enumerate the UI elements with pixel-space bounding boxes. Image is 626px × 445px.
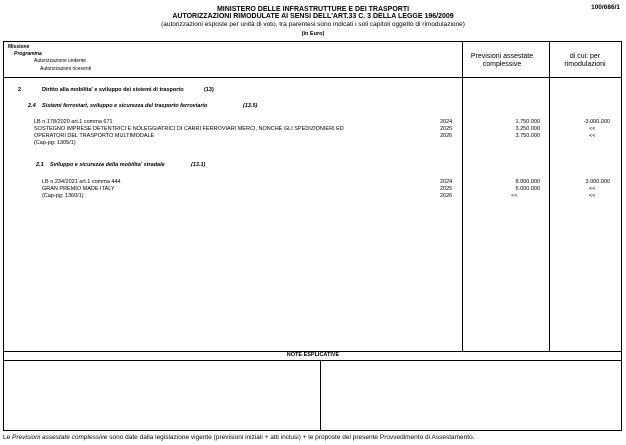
footer-prefix: Le — [3, 434, 13, 441]
header-previsioni: Previsioni assestate complessive — [470, 53, 534, 68]
program-code: (13.1) — [191, 162, 206, 168]
authorization-chapter: (Cap-pg: 1305/1) — [34, 140, 76, 146]
program-number: 2.1 — [36, 162, 44, 168]
year: 2026 — [440, 133, 453, 139]
program-title: Sviluppo e sicurezza della mobilita' stradale — [50, 162, 165, 168]
header-missione: Missione — [8, 44, 30, 50]
year: 2025 — [440, 126, 453, 132]
previsioni-value: 3.750.000 — [515, 133, 540, 139]
previsioni-value: 5.000.000 — [515, 186, 540, 192]
header-divider — [4, 77, 621, 78]
mission-code: (13) — [204, 87, 214, 93]
footer-rest: sono date dalla legislazione vigente (previsioni iniziali + atti inclusi) + le proposte del presente Provvedimento di Assestamento. — [107, 434, 475, 441]
authorization-description: SOSTEGNO IMPRESE DETENTRICI E NOLEGGIATRICI DI CARRI FERROVIARI MERCI, NONCHÉ GLI SPEDIZIONIERI ED — [34, 126, 344, 132]
currency-note: (in Euro) — [301, 31, 325, 37]
notes-column-divider — [320, 360, 321, 430]
year: 2024 — [440, 179, 453, 185]
previsioni-value: << — [511, 193, 518, 199]
program-code: (13.5) — [243, 103, 258, 109]
rimodulazioni-value: 3.000.000 — [585, 179, 610, 185]
rimodulazioni-value: << — [589, 193, 596, 199]
document-subtitle: (autorizzazioni esposte per unità di voto, tra parentesi sono indicati i soli capitoli oggetto di rimodulazione) — [161, 21, 465, 28]
rimodulazioni-value: << — [589, 133, 596, 139]
year: 2025 — [440, 186, 453, 192]
year: 2024 — [440, 119, 453, 125]
mission-number: 2 — [18, 87, 22, 93]
program-number: 2.4 — [28, 103, 36, 109]
previsioni-value: 8.000.000 — [515, 179, 540, 185]
authorization-description: OPERATORI DEL TRASPORTO MULTIMODALE — [34, 133, 155, 139]
notes-title: NOTE ESPLICATIVE — [286, 352, 340, 358]
authorization-description: GRAN PREMIO MADE ITALY — [42, 186, 115, 192]
rimodulazioni-value: -3.000.000 — [583, 119, 610, 125]
header-autorizzazione-cedente: Autorizzazione cedente — [34, 58, 86, 64]
header-rimodulazioni: di cui: per rimodulazioni — [564, 53, 606, 68]
footer-term: Previsioni assestate complessive — [12, 434, 108, 441]
rimodulazioni-value: << — [589, 126, 596, 132]
year: 2026 — [440, 193, 453, 199]
authorization-law: LB n.234/2021 art.1 comma 444 — [42, 179, 121, 185]
mission-title: Diritto alla mobilita' e sviluppo dei sistemi di trasporto — [42, 87, 184, 93]
column-divider — [549, 42, 550, 351]
authorization-law: LB n.178/2020 art.1 comma 671 — [34, 119, 113, 125]
ministry-title: MINISTERO DELLE INFRASTRUTTURE E DEI TRASPORTI — [216, 6, 410, 13]
report-table — [3, 41, 622, 431]
header-autorizzazioni-riceventi: Autorizzazioni riceventi — [40, 66, 92, 72]
header-programma: Programma — [14, 51, 42, 57]
rimodulazioni-value: << — [589, 186, 596, 192]
program-title: Sistemi ferroviari, sviluppo e sicurezza del trasporto ferroviario — [42, 103, 208, 109]
page-reference: 100/686/1 — [591, 4, 620, 11]
notes-title-divider — [4, 360, 621, 361]
footer-note — [3, 434, 475, 441]
authorization-chapter: (Cap-pg: 1360/1) — [42, 193, 84, 199]
column-divider — [462, 42, 463, 351]
previsioni-value: 3.250.000 — [515, 126, 540, 132]
document-title: AUTORIZZAZIONI RIMODULATE AI SENSI DELL'ART.33 C. 3 DELLA LEGGE 196/2009 — [172, 13, 454, 20]
previsioni-value: 1.750.000 — [515, 119, 540, 125]
